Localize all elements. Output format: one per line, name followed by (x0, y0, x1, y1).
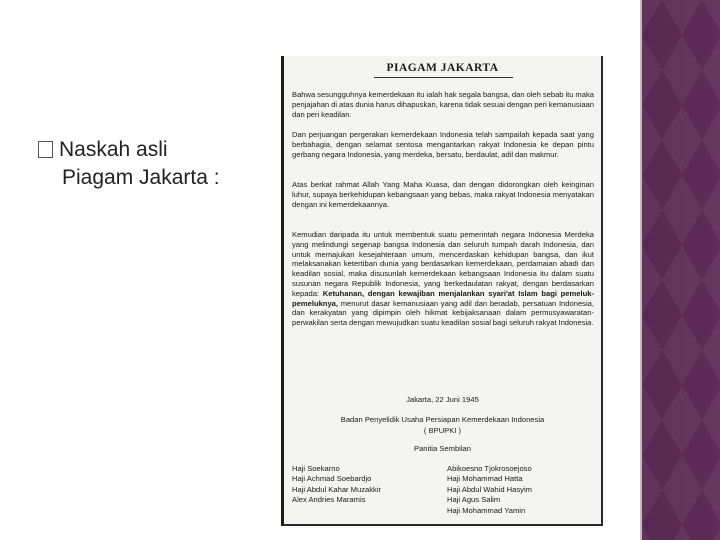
paragraph-4-main: Kemudian daripada itu untuk membentuk suatu pemerintah negara Indonesia Merdeka yang melindungi segenap bangsa Indonesia dan seluruh tumpah darah Indonesia, dan untuk memajukan kesejahteraan umum, mencerdaskan kehidupan bangsa, dan ikut melaksanakan ketertiban dunia yang berdasarkan kemerdekaan, perdamaian abadi dan keadilan sosial, maka disusunlah kemerdekaan kebangsaan Indonesia itu dalam suatu susunan negara Republik Indonesia, yang berkedaulatan rakyat, dengan berdasarkan kepada: (292, 230, 594, 298)
signatory: Haji Abdul Kahar Muzakkir (292, 484, 382, 494)
signatory: Haji Soekarno (292, 464, 340, 473)
committee-name: Panitia Sembilan (414, 444, 471, 453)
signatory: Alex Andries Maramis (292, 495, 366, 505)
bullet-item (38, 136, 273, 192)
signatory: Abikoesno Tjokrosoejoso (447, 464, 532, 473)
bullet-text-line1: Naskah asli (59, 138, 168, 161)
decorative-sidebar (642, 0, 720, 540)
paragraph-2: Dan perjuangan pergerakan kemerdekaan Indonesia telah sampailah kepada saat yang berbahagia, dengan selamat sentosa mengantarkan rakyat Indonesia ke depan pintu gerbang negara Indonesia, yang merdeka, bersatu, berdaulat, adil dan makmur. (292, 130, 594, 159)
signatory: Haji Mohammad Yamin (447, 505, 526, 515)
signatory: Haji Achmad Soebardjo (292, 474, 372, 484)
signatory: Haji Agus Salim (447, 495, 501, 505)
title-underline (374, 77, 513, 78)
paragraph-4 (292, 230, 594, 328)
document-title: PIAGAM JAKARTA (386, 62, 499, 74)
committee-body-name: Badan Penyelidik Usaha Persiapan Kemerdekaan Indonesia (340, 415, 545, 424)
bullet-square-icon (38, 141, 53, 158)
document-scan (281, 56, 603, 526)
paragraph-3: Atas berkat rahmat Allah Yang Maha Kuasa, dan dengan didorongkan oleh keinginan luhur, supaya berkehidupan kebangsaan yang bebas, maka rakyat Indonesia menyatakan dengan ini kemerdekaannya. (292, 180, 594, 209)
bullet-text-line2: Piagam Jakarta : (62, 166, 220, 189)
signatories-right (447, 464, 532, 516)
committee-body-abbr: ( BPUPKI ) (423, 426, 462, 435)
paragraph-4-tail: menurut dasar kemanusiaan yang adil dan beradab, persatuan Indonesia, dan kerakyatan yang dipimpin oleh hikmat kebijaksanaan dalam permusyawaratan-perwakilan serta dengan mewujudkan suatu keadilan sosial bagi seluruh rakyat Indonesia. (292, 298, 594, 328)
signatory: Haji Abdul Wahid Hasyim (447, 484, 532, 494)
signatories-left (292, 464, 381, 506)
paragraph-4-bold: Ketuhanan, dengan kewajiban menjalankan syari'at Islam bagi pemeluk-pemeluknya, (292, 288, 594, 308)
signatory: Haji Mohammad Hatta (447, 474, 523, 484)
paragraph-1: Bahwa sesungguhnya kemerdekaan itu ialah hak segala bangsa, dan oleh sebab itu maka penjajahan di atas dunia harus dihapuskan, karena tidak sesuai dengan peri kemanusiaan dan peri keadilan. (292, 90, 594, 119)
document-date: Jakarta, 22 Juni 1945 (406, 395, 479, 404)
